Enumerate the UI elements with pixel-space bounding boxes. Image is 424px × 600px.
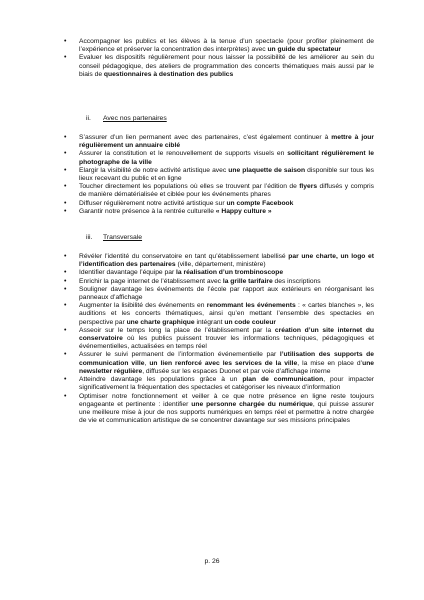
list-item <box>62 269 374 277</box>
item-text: : « cartes blanches », les auditions et les concerts thématiques, ainsi qu’en mettant l’ensemble des spectacles en perspective par <box>79 302 374 326</box>
list-item <box>62 200 374 208</box>
page-content <box>62 38 374 425</box>
item-text: disponible sur tous les lieux recevant du public et en ligne <box>79 166 374 183</box>
section-heading-transversal <box>86 234 374 242</box>
item-emphasis: mettre à jour régulièrement un annuaire ciblé <box>79 134 374 150</box>
item-emphasis: création d’un site internet du conservatoire <box>79 326 375 343</box>
list-item <box>62 278 374 286</box>
item-text: Accompagner les publics et les élèves à la tenue d’un spectacle (pour profiter pleinement de l’expérience et préserver la concentration des interprètes) avec <box>79 38 374 54</box>
item-text: intégrant <box>194 318 225 326</box>
item-text: , <box>144 359 150 367</box>
bullet-list-publics <box>62 38 374 79</box>
item-emphasis: l’utilisation des supports de communication ville <box>79 351 374 367</box>
item-text: Identifier davantage l’équipe par <box>79 269 177 277</box>
item-emphasis: flyers <box>299 183 318 191</box>
bullet-list-transversal <box>62 253 374 425</box>
section-title: Avec nos partenaires <box>103 115 167 123</box>
item-emphasis: un compte Facebook <box>226 199 294 207</box>
list-item <box>62 134 374 150</box>
section-title: Transversale <box>103 234 143 242</box>
list-item <box>62 253 374 269</box>
item-text: , pour impacter significativement la fréquentation des spectacles et catégoriser les niveaux d’information <box>79 376 375 392</box>
item-text: Toucher directement les populations où elles se trouvent par l’édition de <box>79 183 300 191</box>
section-number: iii. <box>86 234 93 242</box>
item-text: Atteindre davantage les populations grâce à un <box>79 376 243 384</box>
list-item <box>62 38 374 54</box>
item-emphasis: « Happy culture » <box>215 207 272 215</box>
item-emphasis: la grille tarifaire <box>222 277 273 285</box>
item-text: Optimiser notre fonctionnement et veiller à ce que notre présence en ligne reste toujours engageante et pertinente : identifier <box>79 392 374 408</box>
list-item <box>62 208 374 216</box>
item-emphasis: une personne chargée du numérique <box>191 400 313 408</box>
list-item <box>62 327 374 352</box>
item-text: , qui puisse assurer une meilleure mise à jour de nos supports numériques en temps réel et permettre à notre chargée de vie et communication artistique de se concentrer davantage sur ses missions principales <box>79 400 374 425</box>
page-number: p. 26 <box>204 558 220 565</box>
list-item <box>62 54 374 79</box>
list-item <box>62 302 374 327</box>
item-emphasis: une charte graphique <box>126 318 195 326</box>
item-emphasis: une plaquette de saison <box>228 166 306 174</box>
item-emphasis: un lien renforcé avec les services de la ville <box>149 359 298 367</box>
list-item <box>62 183 374 199</box>
list-item <box>62 167 374 183</box>
list-item <box>62 351 374 376</box>
item-text: Evaluer les dispositifs régulièrement pour nous laisser la possibilité de les améliorer au sein du conseil pédagogique, des ateliers de programmation des concerts thématiques mais aussi par le biais de <box>79 54 374 78</box>
item-text: Assurer le suivi permanent de l’information événementielle par <box>79 351 280 359</box>
item-text: , diffusée sur les espaces Duonet et par voie d’affichage interne <box>142 367 331 375</box>
item-text: diffusés y compris de manière dématérialisée et ciblée pour les événements phares <box>79 183 374 199</box>
bullet-list-partners <box>62 134 374 216</box>
item-emphasis: un guide du spectateur <box>267 46 342 54</box>
item-emphasis: une newsletter régulière <box>79 359 374 375</box>
item-text: Souligner davantage les événements de l’école par rapport aux extérieurs en réorganisant les panneaux d’affichage <box>79 285 374 302</box>
item-text: Enrichir la page internet de l’établissement avec <box>79 277 223 285</box>
item-emphasis: plan de communication <box>242 376 324 384</box>
section-number: ii. <box>86 115 91 123</box>
item-text: Asseoir sur le temps long la place de l’établissement par la <box>79 326 275 334</box>
item-emphasis: un code couleur <box>224 318 277 326</box>
item-emphasis: renommant les événements <box>206 302 296 310</box>
list-item <box>62 286 374 302</box>
item-text: où les publics puissent trouver les informations techniques, pédagogiques et événementielles, actualisées en temps réel <box>79 335 374 351</box>
item-text: Diffuser régulièrement notre activité artistique sur <box>79 199 227 207</box>
item-text: Garantir notre présence à la rentrée culturelle <box>79 207 216 215</box>
item-text: , la mise en place d’ <box>297 359 363 367</box>
item-emphasis: questionnaires à destination des publics <box>103 70 234 78</box>
item-text: (ville, département, ministère) <box>175 261 266 269</box>
item-text: S’assurer d’un lien permanent avec des partenaires, c’est également continuer à <box>79 134 332 142</box>
item-text: Assurer la constitution et le renouvellement de supports visuels en <box>79 150 288 158</box>
item-text: Elargir la visibilité de notre activité artistique avec <box>79 166 229 174</box>
list-item <box>62 393 374 426</box>
item-text: Augmenter la lisibilité des événements en <box>79 302 207 310</box>
item-emphasis: la réalisation d’un trombinoscope <box>176 269 284 277</box>
list-item <box>62 376 374 392</box>
item-emphasis: par une charte, un logo et l’identification des partenaires <box>79 253 374 269</box>
item-text: Révéler l’identité du conservatoire en tant qu’établissement labellisé <box>79 253 289 261</box>
item-emphasis: sollicitant régulièrement le photographe de la ville <box>79 150 374 166</box>
item-text: des inscriptions <box>272 277 321 285</box>
list-item <box>62 150 374 166</box>
section-heading-partners <box>86 115 374 123</box>
